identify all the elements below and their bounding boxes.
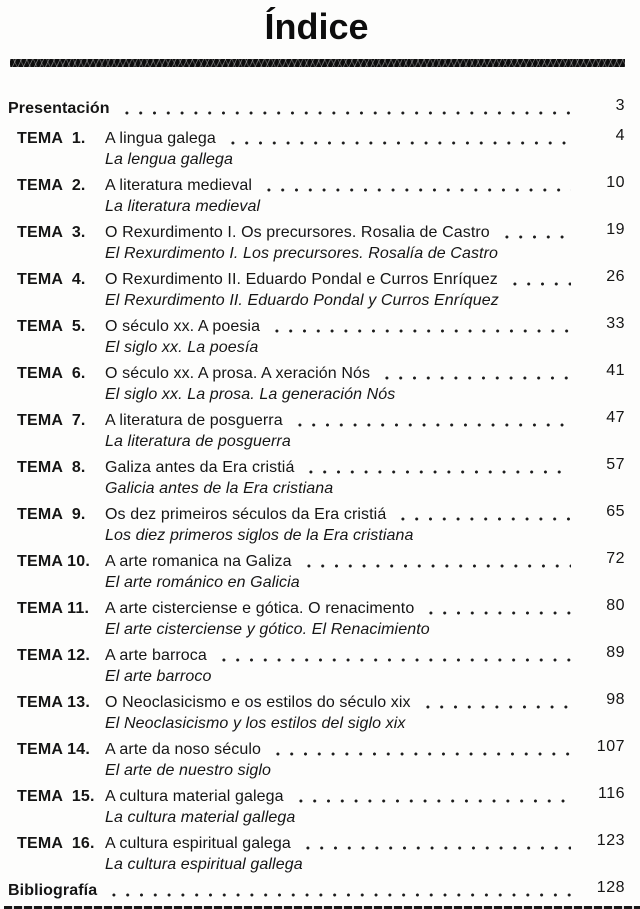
toc-entry-main-line	[8, 98, 625, 119]
entry-subtitle: El Rexurdimento II. Eduardo Pondal y Curros Enríquez	[105, 292, 499, 309]
entry-label: TEMA 14.	[17, 741, 91, 758]
entry-title: O Rexurdimento I. Os precursores. Rosalia de Castro	[105, 224, 490, 241]
entry-page-number: 3	[615, 97, 625, 114]
entry-page-number: 98	[606, 691, 625, 708]
toc-entry	[8, 269, 625, 311]
entry-label: TEMA 1.	[17, 130, 86, 147]
toc-entry-main-line	[8, 269, 625, 290]
entry-label: TEMA 2.	[17, 177, 86, 194]
toc-entry-main-line	[8, 222, 625, 243]
entry-subtitle: La literatura de posguerra	[105, 433, 291, 450]
entry-label: TEMA 8.	[17, 459, 86, 476]
toc-entry	[8, 504, 625, 546]
entry-label: TEMA 15.	[17, 788, 95, 805]
entry-subtitle: Galicia antes de la Era cristiana	[105, 480, 334, 497]
entry-label: TEMA 9.	[17, 506, 86, 523]
entry-title: Presentación	[8, 100, 110, 117]
toc-entry-main-line	[8, 692, 625, 713]
toc-entry-main-line	[8, 551, 625, 572]
dot-leader	[294, 798, 571, 804]
toc-entry	[8, 598, 625, 640]
entry-subtitle: El arte barroco	[105, 668, 212, 685]
toc-entry-main-line	[8, 363, 625, 384]
dot-leader	[500, 234, 571, 240]
entry-page-number: 123	[596, 832, 625, 849]
entry-title: O Neoclasicismo e os estilos do século xix	[105, 694, 411, 711]
entry-page-number: 47	[606, 409, 625, 426]
toc-entry-main-line	[8, 316, 625, 337]
entry-label: TEMA 11.	[17, 600, 90, 617]
toc-entry	[8, 645, 625, 687]
dot-leader	[396, 516, 571, 522]
entry-subtitle: La literatura medieval	[105, 198, 261, 215]
toc-entry	[8, 786, 625, 828]
dot-leader	[107, 892, 571, 898]
toc-entry-main-line	[8, 598, 625, 619]
entry-label: TEMA 10.	[17, 553, 91, 570]
toc-entry	[8, 739, 625, 781]
entry-page-number: 89	[606, 644, 625, 661]
toc-entry-main-line	[8, 504, 625, 525]
entry-page-number: 116	[597, 785, 625, 802]
entry-title: A cultura espiritual galega	[105, 835, 291, 852]
toc-entry	[8, 410, 625, 452]
toc-entry-main-line	[8, 128, 625, 149]
entry-label: TEMA 6.	[17, 365, 86, 382]
toc-entry-main-line	[8, 786, 625, 807]
toc-entry-main-line	[8, 739, 625, 760]
entry-page-number: 10	[606, 174, 625, 191]
entry-page-number: 72	[606, 550, 625, 567]
toc-entry-main-line	[8, 880, 625, 901]
toc-entry	[8, 457, 625, 499]
entry-page-number: 26	[606, 268, 625, 285]
decorative-rule-top	[10, 59, 625, 67]
entry-subtitle: La lengua gallega	[105, 151, 234, 168]
dot-leader	[293, 422, 571, 428]
toc-entry-main-line	[8, 410, 625, 431]
entry-subtitle: El arte de nuestro siglo	[105, 762, 272, 779]
toc-entry	[8, 551, 625, 593]
dot-leader	[217, 657, 571, 663]
toc-entries	[8, 98, 625, 901]
entry-page-number: 41	[606, 362, 625, 379]
entry-label: TEMA 4.	[17, 271, 86, 288]
toc-entry	[8, 692, 625, 734]
entry-title: A literatura medieval	[105, 177, 253, 194]
entry-page-number: 19	[606, 221, 625, 238]
dot-leader	[270, 328, 571, 334]
entry-page-number: 4	[615, 127, 625, 144]
toc-entry-main-line	[8, 457, 625, 478]
entry-title: Bibliografía	[8, 882, 98, 899]
entry-subtitle: El arte cisterciense y gótico. El Renacimiento	[105, 621, 430, 638]
dot-leader	[380, 375, 571, 381]
entry-subtitle: El Neoclasicismo y los estilos del siglo xix	[105, 715, 406, 732]
dot-leader	[226, 140, 571, 146]
page-title: Índice	[264, 6, 369, 47]
entry-label: TEMA 12.	[17, 647, 91, 664]
entry-title: A cultura material galega	[105, 788, 284, 805]
entry-label: TEMA 7.	[17, 412, 86, 429]
entry-title: A arte da noso século	[105, 741, 261, 758]
dot-leader	[120, 110, 571, 116]
entry-page-number: 57	[606, 456, 625, 473]
toc-entry-main-line	[8, 175, 625, 196]
entry-title: A arte barroca	[105, 647, 207, 664]
entry-subtitle: La cultura espiritual gallega	[105, 856, 303, 873]
toc-entry	[8, 363, 625, 405]
toc-entry	[8, 98, 625, 119]
entry-subtitle: El Rexurdimento I. Los precursores. Rosalía de Castro	[105, 245, 499, 262]
entry-title: O século xx. A prosa. A xeración Nós	[105, 365, 371, 382]
entry-page-number: 33	[606, 315, 625, 332]
entry-title: O Rexurdimento II. Eduardo Pondal e Curros Enríquez	[105, 271, 498, 288]
entry-title: A arte romanica na Galiza	[105, 553, 292, 570]
toc-entry-main-line	[8, 645, 625, 666]
dot-leader	[421, 704, 571, 710]
dot-leader	[302, 563, 571, 569]
entry-title: A lingua galega	[105, 130, 216, 147]
entry-title: Galiza antes da Era cristiá	[105, 459, 295, 476]
dot-leader	[271, 751, 571, 757]
toc-entry	[8, 175, 625, 217]
entry-subtitle: El siglo xx. La prosa. La generación Nós	[105, 386, 396, 403]
toc-entry	[8, 222, 625, 264]
entry-subtitle: Los diez primeros siglos de la Era cristiana	[105, 527, 414, 544]
entry-page-number: 128	[596, 879, 625, 896]
toc-entry	[8, 880, 625, 901]
entry-page-number: 65	[606, 503, 625, 520]
entry-label: TEMA 5.	[17, 318, 86, 335]
entry-subtitle: El arte románico en Galicia	[105, 574, 300, 591]
entry-title: A literatura de posguerra	[105, 412, 283, 429]
entry-label: TEMA 3.	[17, 224, 86, 241]
entry-title: O século xx. A poesia	[105, 318, 261, 335]
toc-entry-main-line	[8, 833, 625, 854]
dot-leader	[301, 845, 571, 851]
entry-subtitle: La cultura material gallega	[105, 809, 296, 826]
toc-entry	[8, 833, 625, 875]
dot-leader	[508, 281, 571, 287]
entry-title: A arte cisterciense e gótica. O renacimento	[105, 600, 415, 617]
entry-label: TEMA 16.	[17, 835, 95, 852]
dot-leader	[424, 610, 571, 616]
dot-leader	[304, 469, 571, 475]
entry-page-number: 80	[606, 597, 625, 614]
entry-label: TEMA 13.	[17, 694, 91, 711]
entry-subtitle: El siglo xx. La poesía	[105, 339, 259, 356]
toc-entry	[8, 316, 625, 358]
dot-leader	[262, 187, 571, 193]
toc-entry	[8, 128, 625, 170]
entry-title: Os dez primeiros séculos da Era cristiá	[105, 506, 387, 523]
entry-page-number: 107	[596, 738, 625, 755]
